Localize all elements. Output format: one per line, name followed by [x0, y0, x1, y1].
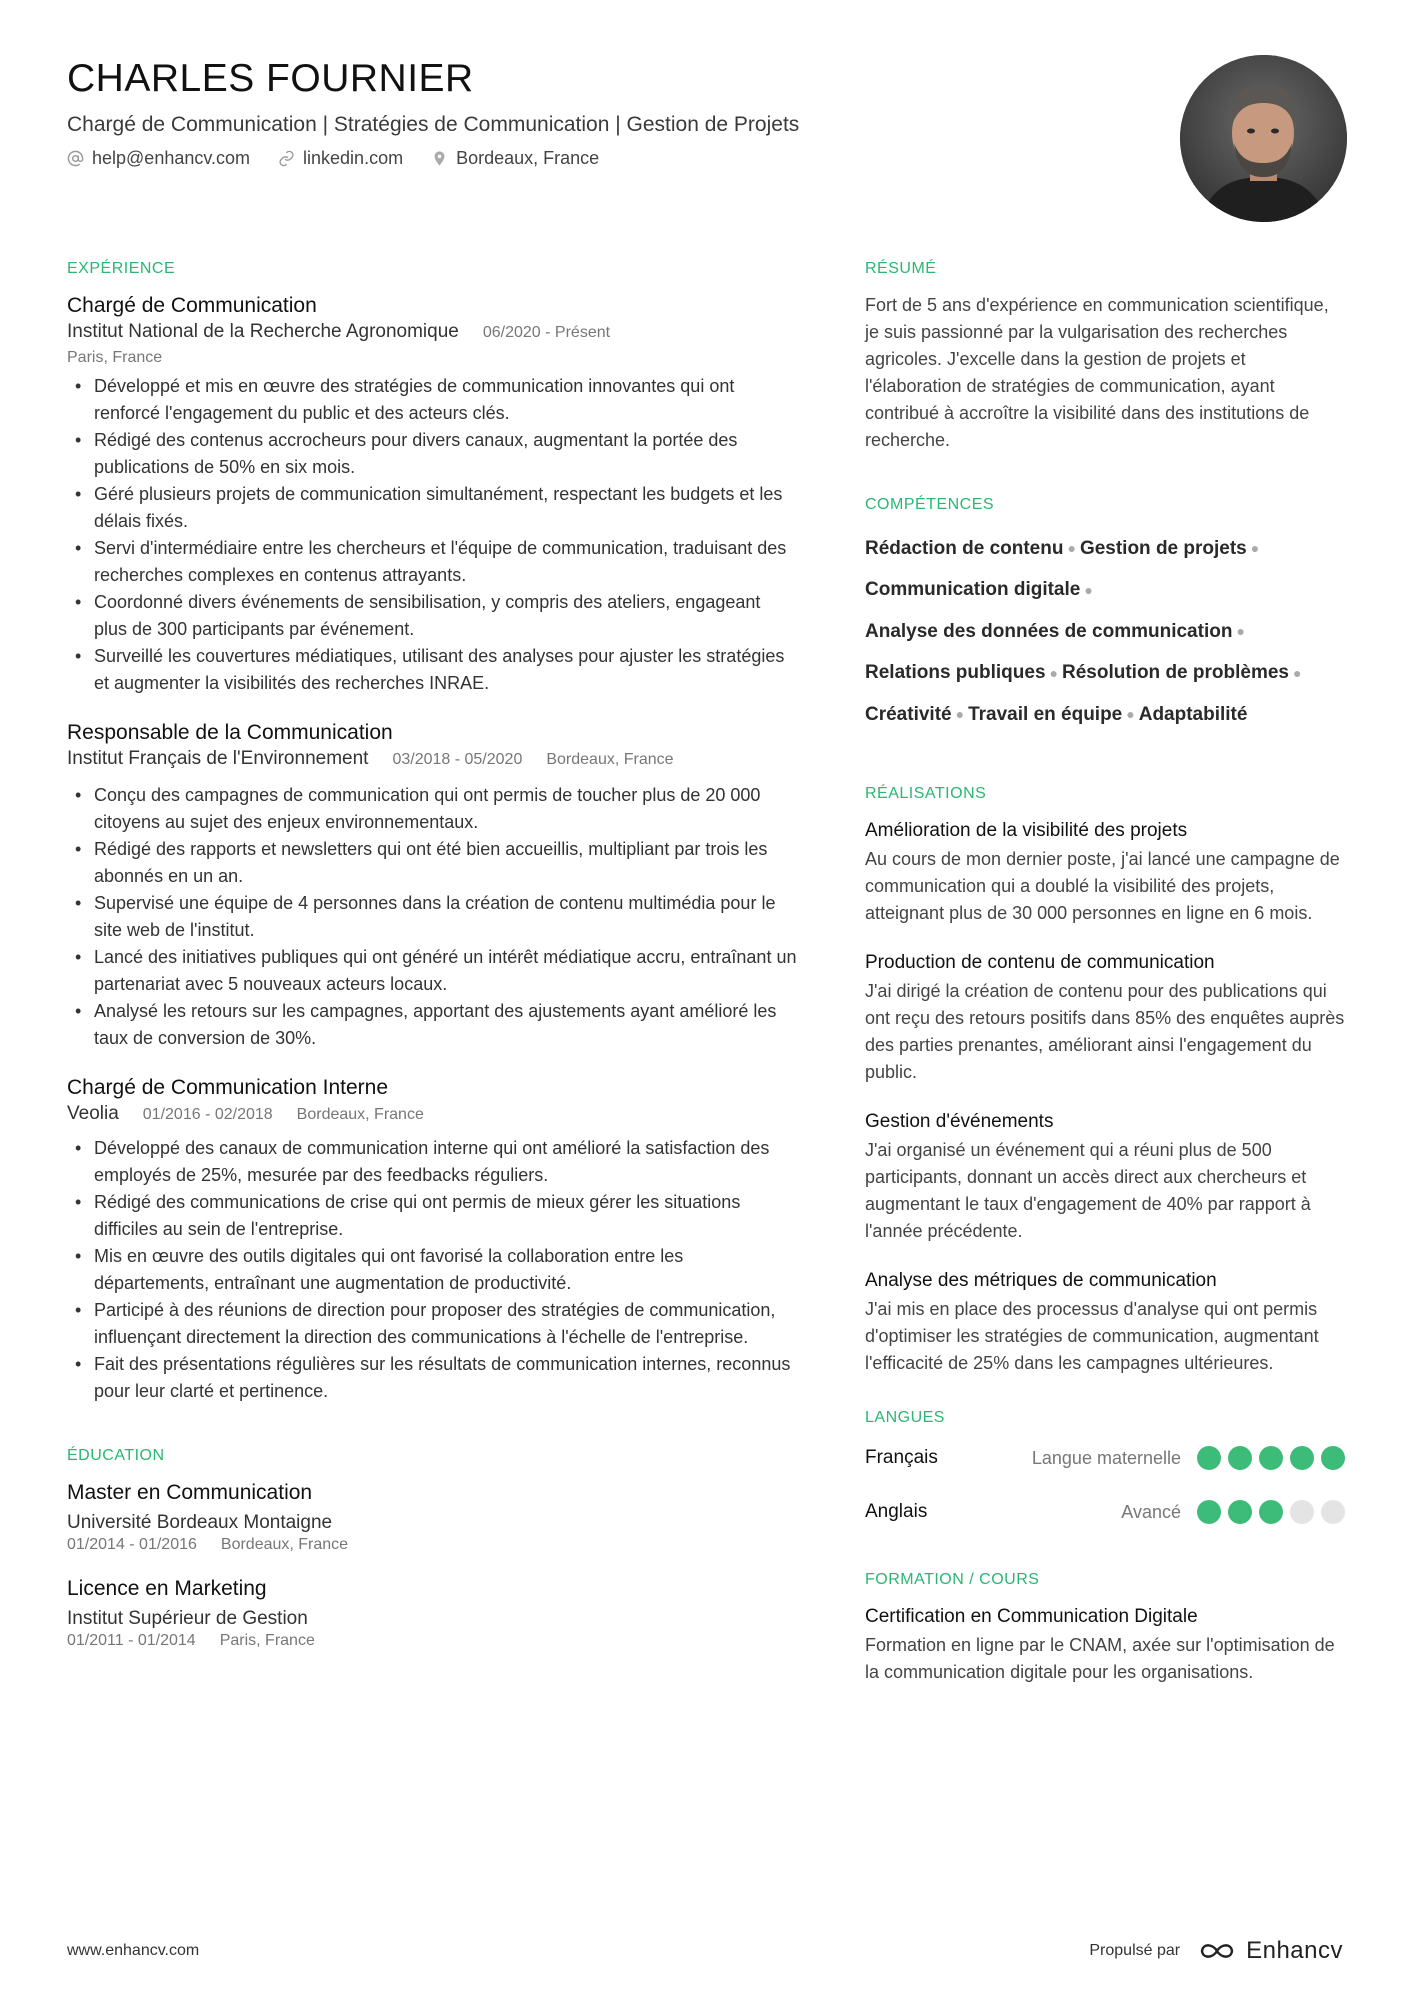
- bullet-item: • Fait des présentations régulières sur les résultats de communication internes, reconnus pour leur clarté et pertinence.: [67, 1351, 797, 1405]
- bullet-item: • Servi d'intermédiaire entre les chercheurs et l'équipe de communication, traduisant des recherches complexes en contenus attrayants.: [67, 535, 797, 589]
- rating-dot-filled: [1259, 1446, 1283, 1470]
- rating-dot-filled: [1321, 1446, 1345, 1470]
- avatar: [1180, 55, 1347, 222]
- separator-dot: ●: [955, 706, 965, 723]
- contact-email[interactable]: [67, 145, 250, 171]
- edu-degree: Licence en Marketing: [67, 1577, 267, 1600]
- achievement-text: J'ai dirigé la création de contenu pour des publications qui ont reçu des retours positifs dans 85% des enquêtes auprès des parties prenantes, améliorant ainsi l'engagement du public.: [865, 981, 1345, 1083]
- skills-heading: COMPÉTENCES: [865, 496, 995, 513]
- achievement-text: Au cours de mon dernier poste, j'ai lancé une campagne de communication qui a doublé la visibilité des projets, atteignant plus de 30 000 personnes en ligne en 6 mois.: [865, 849, 1340, 924]
- skill-row: [865, 652, 1345, 693]
- achievement-title: Amélioration de la visibilité des projets: [865, 820, 1188, 842]
- training-heading: FORMATION / COURS: [865, 1571, 1040, 1589]
- skill-row: [865, 528, 1345, 569]
- skill-tag: Gestion de projets: [1079, 538, 1247, 559]
- skill-tag: Communication digitale: [865, 579, 1081, 601]
- education-heading: ÉDUCATION: [67, 1447, 165, 1464]
- footer-branding: [1089, 1937, 1343, 1965]
- bullet-item: • Analysé les retours sur les campagnes, apportant des ajustements ayant amélioré les taux de conversion de 30%.: [67, 998, 797, 1052]
- separator-dot: ●: [1049, 664, 1058, 681]
- job-bullets: [67, 782, 797, 1052]
- rating-dot-empty: [1290, 1500, 1314, 1524]
- skill-tag: Travail en équipe: [968, 703, 1123, 725]
- job-location: Bordeaux, France: [296, 1106, 424, 1123]
- job-bullets: [67, 373, 797, 697]
- language-row: [865, 1431, 1345, 1485]
- separator-dot: ●: [1250, 540, 1260, 557]
- edu-meta: [67, 1631, 797, 1651]
- skill-tag: Créativité: [865, 703, 952, 725]
- edu-school: Institut Supérieur de Gestion: [67, 1608, 308, 1629]
- bullet-item: • Rédigé des contenus accrocheurs pour divers canaux, augmentant la portée des publications de 50% en six mois.: [67, 427, 797, 481]
- rating-dot-filled: [1290, 1446, 1314, 1470]
- achievement-item: [865, 817, 1345, 927]
- bullet-item: • Supervisé une équipe de 4 personnes dans la création de contenu multimédia pour le site web de l'institut.: [67, 890, 797, 944]
- bullet-item: • Rédigé des communications de crise qui ont permis de mieux gérer les situations difficiles au sein de l'entreprise.: [67, 1189, 797, 1243]
- rating-dot-filled: [1197, 1500, 1221, 1524]
- skill-row: [865, 694, 1345, 735]
- powered-by-text: Propulsé par: [1089, 1942, 1181, 1959]
- page-footer: [67, 1937, 1343, 1965]
- achievement-title: Production de contenu de communication: [865, 952, 1215, 974]
- job-meta: [67, 1101, 797, 1127]
- job-title: Responsable de la Communication: [67, 721, 393, 744]
- skill-tag: Résolution de problèmes: [1062, 662, 1289, 684]
- achievement-item: [865, 1108, 1345, 1245]
- rating-dot-filled: [1259, 1500, 1283, 1524]
- education-entry: [67, 1479, 797, 1555]
- skill-tag: Rédaction de contenu: [865, 538, 1064, 559]
- training-title: Certification en Communication Digitale: [865, 1606, 1198, 1628]
- bullet-item: • Rédigé des rapports et newsletters qui ont été bien accueillis, multipliant par trois les abonnés en un an.: [67, 836, 797, 890]
- job-meta: [67, 746, 797, 772]
- languages-heading: LANGUES: [865, 1409, 945, 1427]
- candidate-name: CHARLES FOURNIER: [67, 57, 474, 100]
- rating-dot-filled: [1197, 1446, 1221, 1470]
- brand-logo[interactable]: [1198, 1937, 1343, 1965]
- job-company: Institut Français de l'Environnement: [67, 748, 369, 769]
- language-name: Français: [865, 1447, 938, 1469]
- skills-list: [865, 528, 1345, 735]
- linkedin-text: linkedin.com: [303, 148, 404, 168]
- achievement-item: [865, 949, 1345, 1086]
- rating-dot-filled: [1228, 1446, 1252, 1470]
- achievement-item: [865, 1267, 1345, 1377]
- edu-meta: [67, 1535, 797, 1555]
- achievements-heading: RÉALISATIONS: [865, 785, 987, 803]
- achievement-title: Analyse des métriques de communication: [865, 1270, 1217, 1292]
- bullet-item: • Lancé des initiatives publiques qui ont généré un intérêt médiatique accru, entraînant un partenariat avec 5 nouveaux acteurs locaux.: [67, 944, 797, 998]
- edu-dates: 01/2011 - 01/2014: [67, 1632, 196, 1649]
- edu-location: Bordeaux, France: [220, 1536, 349, 1553]
- brand-name: Enhancv: [1246, 1937, 1343, 1964]
- contact-linkedin[interactable]: [278, 145, 403, 171]
- edu-degree: Master en Communication: [67, 1481, 313, 1504]
- languages-section: [865, 1407, 1345, 1539]
- separator-dot: ●: [1126, 706, 1135, 723]
- achievement-text: J'ai organisé un événement qui a réuni plus de 500 participants, donnant un accès direct aux chercheurs et augmentant le taux d'engagement de 40% par rapport à l'année précédente.: [865, 1140, 1311, 1242]
- language-level: Avancé: [1121, 1501, 1181, 1522]
- edu-dates: 01/2014 - 01/2016: [67, 1536, 197, 1553]
- email-text: help@enhancv.com: [92, 148, 251, 168]
- rating-dot-empty: [1321, 1500, 1345, 1524]
- language-name: Anglais: [865, 1501, 928, 1523]
- training-section: [865, 1569, 1345, 1686]
- skill-tag: Relations publiques: [865, 662, 1046, 684]
- bullet-item: • Participé à des réunions de direction pour proposer des stratégies de communication, influençant directement la direction des communications à l'échelle de l'entreprise.: [67, 1297, 797, 1351]
- left-column: [67, 258, 797, 1671]
- achievements-section: [865, 783, 1345, 1377]
- location-text: Bordeaux, France: [456, 148, 600, 168]
- footer-url[interactable]: www.enhancv.com: [67, 1942, 200, 1959]
- bullet-item: • Conçu des campagnes de communication qui ont permis de toucher plus de 20 000 citoyens au sujet des enjeux environnementaux.: [67, 782, 797, 836]
- candidate-subtitle: Chargé de Communication | Stratégies de Communication | Gestion de Projets: [67, 113, 800, 136]
- bullet-item: • Coordonné divers événements de sensibilisation, y compris des ateliers, engageant plus de 300 participants par événement.: [67, 589, 797, 643]
- bullet-item: • Mis en œuvre des outils digitales qui ont favorisé la collaboration entre les départements, entraînant une augmentation de productivité.: [67, 1243, 797, 1297]
- separator-dot: ●: [1084, 581, 1093, 598]
- summary-heading: RÉSUMÉ: [865, 260, 937, 277]
- training-text: Formation en ligne par le CNAM, axée sur l'optimisation de la communication digitale pour les organisations.: [865, 1635, 1335, 1683]
- language-level: Langue maternelle: [1031, 1447, 1181, 1468]
- edu-school: Université Bordeaux Montaigne: [67, 1512, 333, 1533]
- job-location: Paris, France: [67, 349, 163, 366]
- achievement-text: J'ai mis en place des processus d'analyse qui ont permis d'optimiser les stratégies de communication, augmentant l'efficacité de 25% dans les campagnes ultérieures.: [865, 1299, 1319, 1374]
- bullet-item: • Géré plusieurs projets de communication simultanément, respectant les budgets et les délais fixés.: [67, 481, 797, 535]
- infinity-logo-icon: [1198, 1940, 1236, 1962]
- summary-text: Fort de 5 ans d'expérience en communication scientifique, je suis passionné par la vulgarisation des recherches agricoles. J'excelle dans la gestion de projets et l'élaboration de stratégies de communication, ayant contribué à accroître la visibilité dans des institutions de recherche.: [865, 295, 1329, 450]
- skill-row: [865, 611, 1345, 652]
- skill-tag: Analyse des données de communication: [865, 620, 1233, 642]
- skill-tag: Adaptabilité: [1138, 703, 1248, 725]
- bullet-item: • Surveillé les couvertures médiatiques, utilisant des analyses pour ajuster les stratégies et augmenter la visibilités des recherches INRAE.: [67, 643, 797, 697]
- job-dates: 06/2020 - Présent: [482, 324, 611, 341]
- contact-row: [67, 145, 1127, 171]
- link-icon: [278, 150, 295, 167]
- job-title: Chargé de Communication: [67, 294, 317, 317]
- achievement-title: Gestion d'événements: [865, 1111, 1054, 1133]
- language-row: [865, 1485, 1345, 1539]
- separator-dot: ●: [1067, 540, 1076, 557]
- job-meta: [67, 319, 797, 345]
- location-pin-icon: [431, 150, 448, 167]
- job-company: Veolia: [67, 1103, 119, 1124]
- bullet-item: • Développé des canaux de communication interne qui ont amélioré la satisfaction des employés de 25%, mesurée par des feedbacks réguliers.: [67, 1135, 797, 1189]
- skills-section: [865, 494, 1345, 735]
- job-entry: [67, 292, 797, 697]
- job-title: Chargé de Communication Interne: [67, 1076, 389, 1099]
- right-column: [865, 258, 1345, 1726]
- summary-section: [865, 258, 1345, 454]
- language-rating: [1197, 1500, 1345, 1524]
- resume-header: [67, 55, 1127, 171]
- separator-dot: ●: [1292, 664, 1302, 681]
- education-entry: [67, 1575, 797, 1651]
- job-dates: 01/2016 - 02/2018: [142, 1106, 273, 1123]
- experience-heading: EXPÉRIENCE: [67, 260, 176, 277]
- job-entry: [67, 719, 797, 1052]
- at-icon: [67, 150, 84, 167]
- separator-dot: ●: [1236, 623, 1245, 640]
- language-rating: [1197, 1446, 1345, 1470]
- bullet-item: • Développé et mis en œuvre des stratégies de communication innovantes qui ont renforcé l'engagement du public et des acteurs clés.: [67, 373, 797, 427]
- rating-dot-filled: [1228, 1500, 1252, 1524]
- skill-row: [865, 569, 1345, 610]
- job-entry: [67, 1074, 797, 1405]
- job-dates: 03/2018 - 05/2020: [392, 751, 523, 768]
- job-location: Bordeaux, France: [546, 751, 674, 768]
- job-bullets: [67, 1135, 797, 1405]
- edu-location: Paris, France: [219, 1632, 315, 1649]
- contact-location: [431, 145, 599, 171]
- job-company: Institut National de la Recherche Agronomique: [67, 321, 459, 342]
